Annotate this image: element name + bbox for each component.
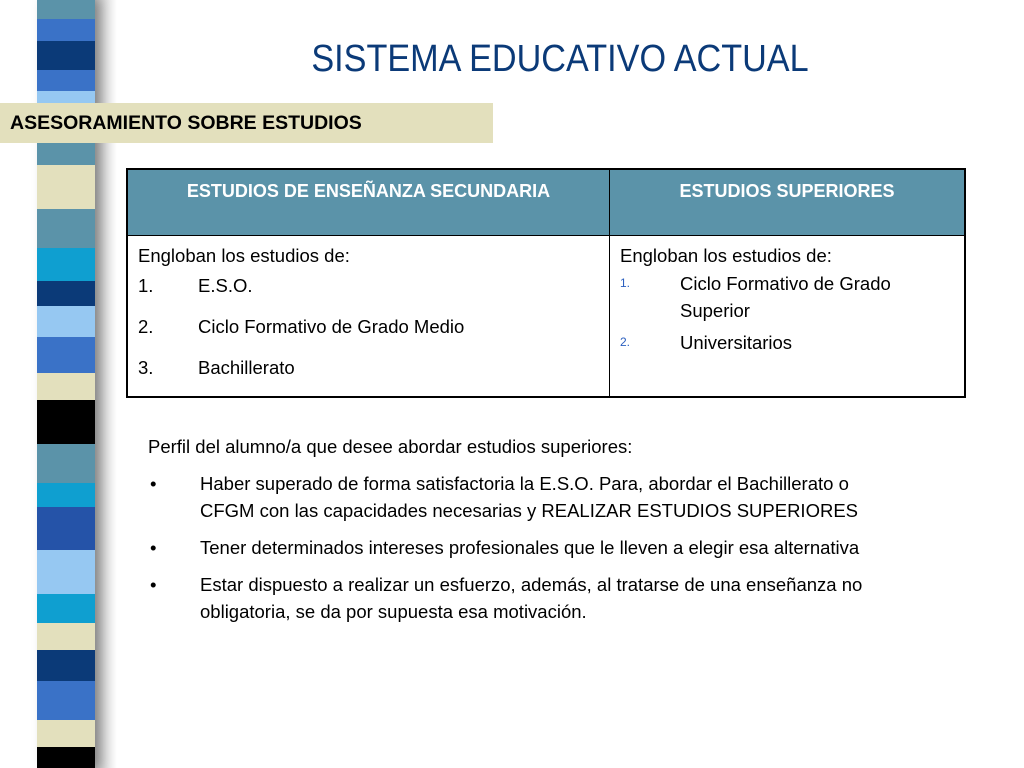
stripe-segment	[37, 550, 95, 594]
stripe-segment	[37, 681, 95, 720]
stripe-segment	[37, 650, 95, 681]
stripe-segment	[37, 0, 95, 19]
secundaria-list	[138, 274, 599, 380]
section-label: ASESORAMIENTO SOBRE ESTUDIOS	[0, 103, 493, 143]
list-item	[620, 270, 954, 324]
list-number: 2.	[620, 335, 631, 349]
stripe-segment	[37, 306, 95, 337]
stripe-segment	[37, 19, 95, 40]
bullet-icon: •	[150, 574, 157, 595]
secundaria-intro: Engloban los estudios de:	[138, 245, 350, 266]
profile-bullet-list	[148, 470, 908, 625]
header-superiores: ESTUDIOS SUPERIORES	[610, 169, 966, 236]
studies-table	[126, 168, 966, 398]
superiores-intro: Engloban los estudios de:	[620, 245, 832, 266]
slide-title: SISTEMA EDUCATIVO ACTUAL	[311, 38, 809, 80]
superiores-list	[620, 270, 954, 356]
list-item	[138, 315, 599, 339]
bullet-icon: •	[150, 537, 157, 558]
list-item	[148, 534, 908, 561]
list-text: Ciclo Formativo de Grado Medio	[198, 316, 465, 337]
list-item	[138, 356, 599, 380]
stripe-segment	[37, 165, 95, 209]
stripe-segment	[37, 142, 95, 165]
cell-secundaria	[127, 236, 610, 398]
cell-superiores	[610, 236, 966, 398]
list-item	[620, 329, 954, 356]
list-item	[138, 274, 599, 298]
list-text: E.S.O.	[198, 275, 253, 296]
bullet-text: Tener determinados intereses profesionales que le lleven a elegir esa alternativa	[200, 537, 860, 558]
header-secundaria: ESTUDIOS DE ENSEÑANZA SECUNDARIA	[127, 169, 610, 236]
list-number: 2.	[138, 316, 154, 337]
table-row	[127, 236, 965, 398]
bullet-text: Haber superado de forma satisfactoria la E.S.O. Para, abordar el Bachillerato o CFGM con las capacidades necesarias y REALIZAR ESTUDIOS SUPERIORES	[200, 473, 858, 521]
bullet-icon: •	[150, 473, 157, 494]
list-text: Universitarios	[680, 332, 793, 353]
list-number: 3.	[138, 357, 154, 378]
list-text: Bachillerato	[198, 357, 295, 378]
stripe-segment	[37, 623, 95, 650]
stripe-segment	[37, 400, 95, 444]
list-item	[148, 571, 908, 625]
stripe-segment	[37, 281, 95, 305]
stripe-segment	[37, 337, 95, 374]
stripe-segment	[37, 720, 95, 747]
list-number: 1.	[620, 276, 631, 290]
profile-intro: Perfil del alumno/a que desee abordar estudios superiores:	[148, 436, 633, 457]
stripe-segment	[37, 507, 95, 551]
stripe-segment	[37, 70, 95, 91]
list-number: 1.	[138, 275, 154, 296]
list-item	[148, 470, 908, 524]
list-text: Ciclo Formativo de Grado Superior	[680, 273, 891, 321]
stripe-segment	[37, 248, 95, 282]
bullet-text: Estar dispuesto a realizar un esfuerzo, además, al tratarse de una enseñanza no obligatoria, se da por supuesta esa motivación.	[200, 574, 863, 622]
stripe-segment	[37, 373, 95, 400]
stripe-segment	[37, 594, 95, 623]
stripe-segment	[37, 747, 95, 768]
stripe-segment	[37, 483, 95, 507]
stripe-segment	[37, 444, 95, 483]
table-header-row	[127, 169, 965, 236]
student-profile	[148, 433, 908, 635]
stripe-segment	[37, 209, 95, 248]
stripe-segment	[37, 41, 95, 70]
